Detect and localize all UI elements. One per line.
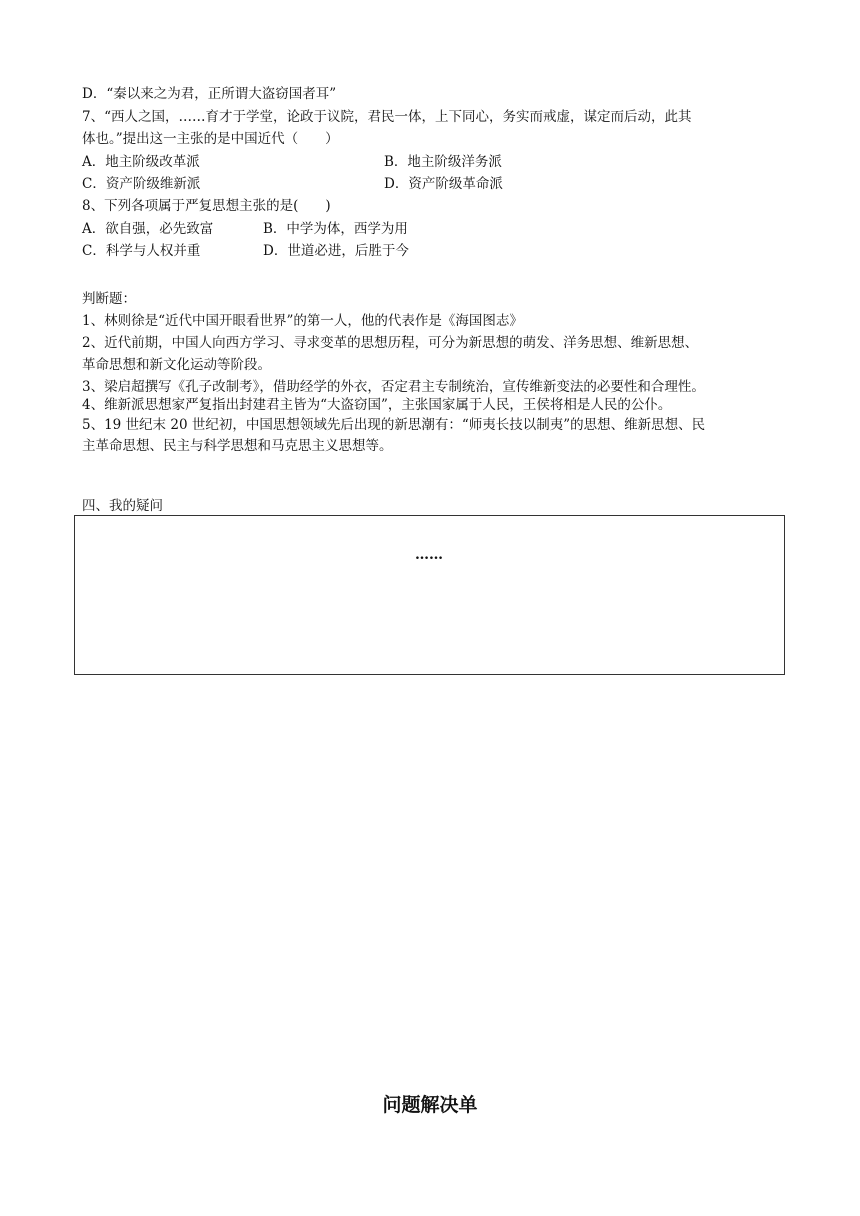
q8-option-c: C．科学与人权并重 [82,243,201,259]
judgement-item-5-line1: 5、19 世纪末 20 世纪初，中国思想领域先后出现的新思潮有：“师夷长技以制夷”的思想、维新思想、民 [82,417,706,433]
judgement-item-2-line2: 革命思想和新文化运动等阶段。 [82,357,271,373]
q7-stem-line1: 7、“西人之国，……育才于学堂，论政于议院，君民一体，上下同心，务实而戒虚，谋定而后动，此其 [82,109,692,125]
judgement-heading: 判断题： [82,291,136,307]
my-questions-heading: 四、我的疑问 [82,498,163,514]
q6-option-d: D．“秦以来之为君，正所谓大盗窃国者耳” [82,86,337,102]
judgement-item-3: 3、梁启超撰写《孔子改制考》，借助经学的外衣，否定君主专制统治，宣传维新变法的必要性和合理性。 [82,379,705,395]
judgement-item-2-line1: 2、近代前期，中国人向西方学习、寻求变革的思想历程，可分为新思想的萌发、洋务思想、维新思想、 [82,335,699,351]
q8-stem: 8、下列各项属于严复思想主张的是( ) [82,198,331,214]
my-questions-box [74,515,785,675]
q7-option-a: A．地主阶级改革派 [82,154,200,170]
q8-option-a: A．欲自强，必先致富 [82,221,214,237]
q7-stem-line2: 体也。”提出这一主张的是中国近代（ ） [82,131,339,147]
judgement-item-4: 4、维新派思想家严复指出封建君主皆为“大盗窃国”，主张国家属于人民，王侯将相是人民的公仆。 [82,397,672,413]
q8-option-b: B．中学为体，西学为用 [263,221,408,237]
judgement-item-5-line2: 主革命思想、民主与科学思想和马克思主义思想等。 [82,438,393,454]
q8-option-d: D．世道必进，后胜于今 [263,243,409,259]
judgement-item-1: 1、林则徐是“近代中国开眼看世界”的第一人，他的代表作是《海国图志》 [82,313,523,329]
my-questions-placeholder: …… [415,547,443,563]
q7-option-d: D．资产阶级革命派 [384,176,503,192]
q7-option-b: B．地主阶级洋务派 [384,154,502,170]
q7-option-c: C．资产阶级维新派 [82,176,201,192]
problem-solving-sheet-title: 问题解决单 [382,1094,478,1116]
